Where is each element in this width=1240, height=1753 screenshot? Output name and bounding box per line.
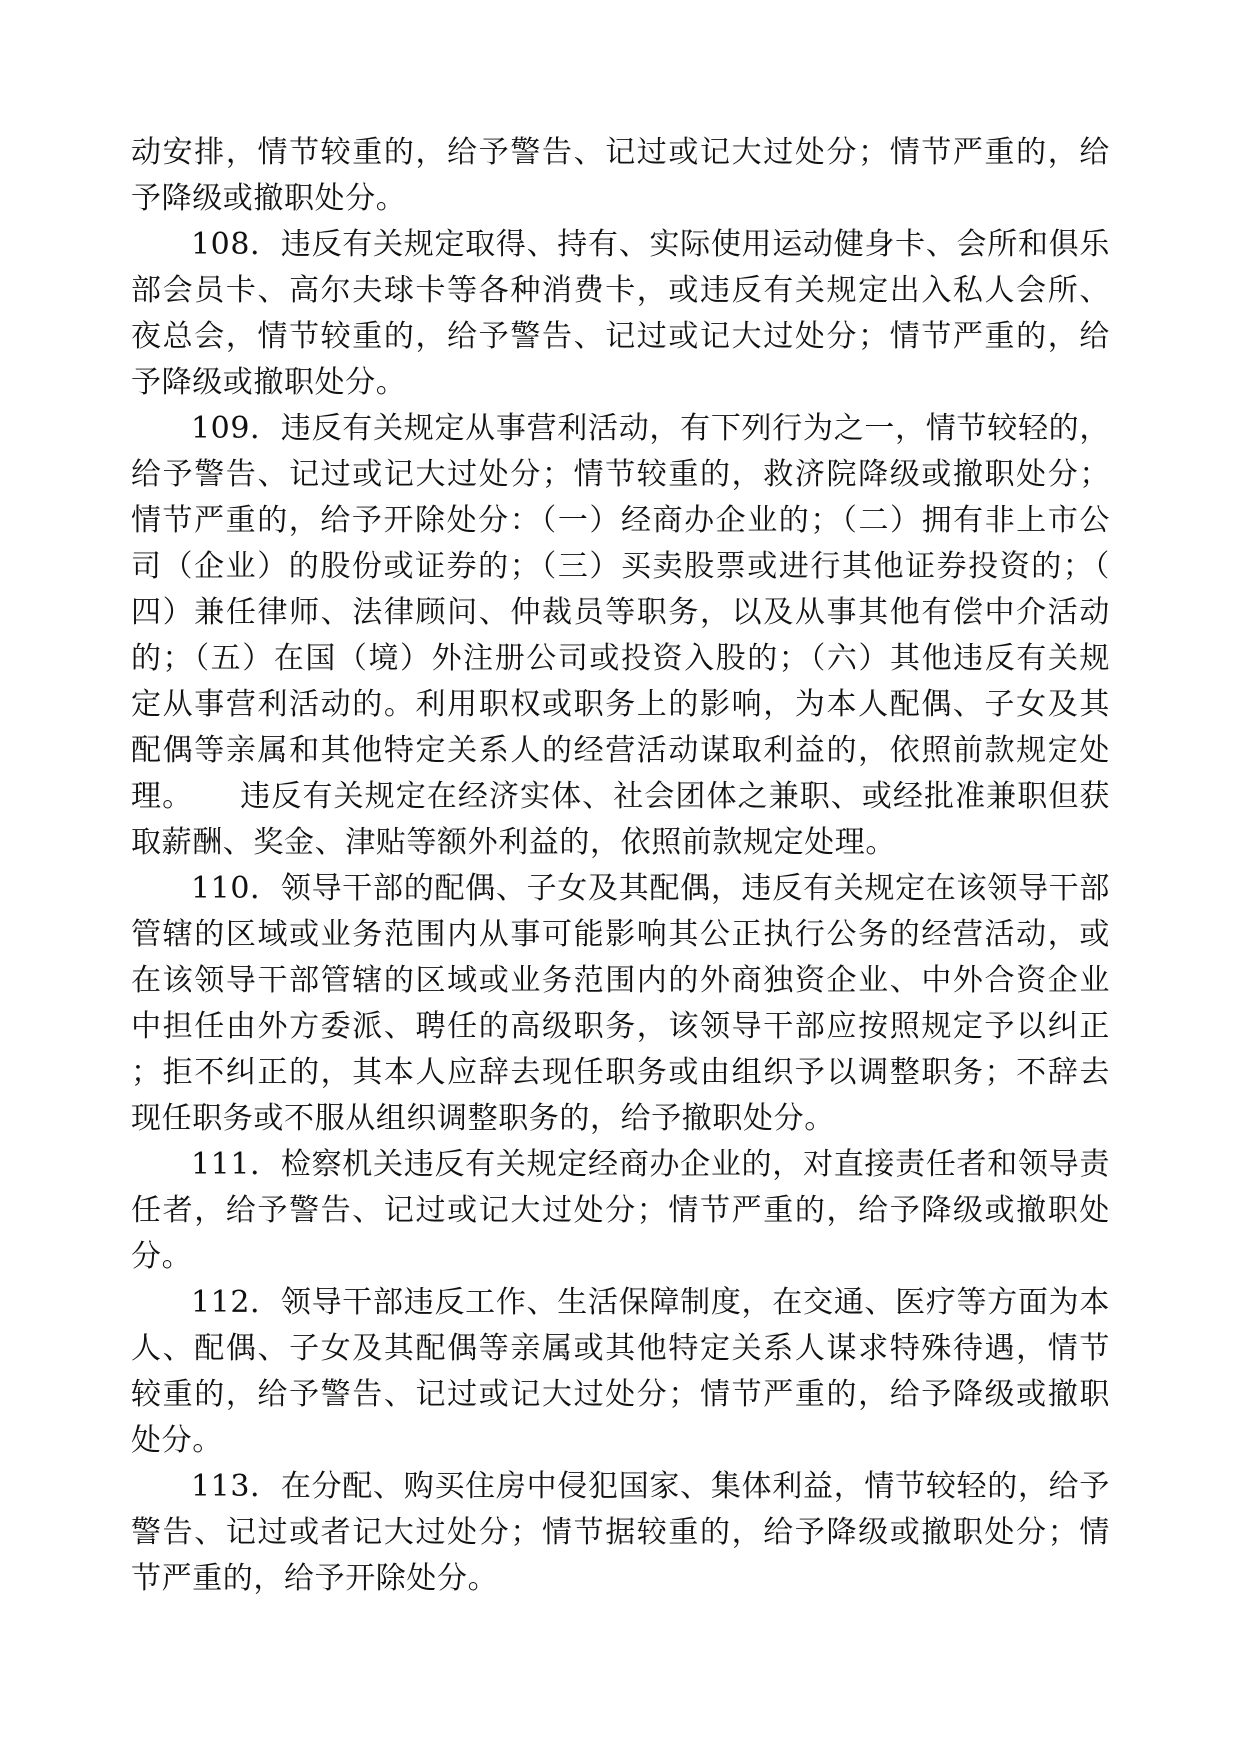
paragraph-continuation: 动安排，情节较重的，给予警告、记过或记大过处分；情节严重的，给予降级或撤职处分。 <box>131 135 1110 216</box>
paragraph-108: 108．违反有关规定取得、持有、实际使用运动健身卡、会所和俱乐部会员卡、高尔夫球卡等各种消费卡，或违反有关规定出入私人会所、夜总会，情节较重的，给予警告、记过或记大过处分；情节严重的，给予降级或撤职处分。 <box>131 227 1110 400</box>
paragraph-112: 112．领导干部违反工作、生活保障制度，在交通、医疗等方面为本人、配偶、子女及其配偶等亲属或其他特定关系人谋求特殊待遇，情节较重的，给予警告、记过或记大过处分；情节严重的，给予降级或撤职处分。 <box>131 1285 1110 1458</box>
paragraph-111: 111．检察机关违反有关规定经商办企业的，对直接责任者和领导责任者，给予警告、记过或记大过处分；情节严重的，给予降级或撤职处分。 <box>131 1147 1110 1274</box>
document-body <box>131 130 1110 1602</box>
paragraph-110: 110．领导干部的配偶、子女及其配偶，违反有关规定在该领导干部管辖的区域或业务范围内从事可能影响其公正执行公务的经营活动，或在该领导干部管辖的区域或业务范围内的外商独资企业、中外合资企业中担任由外方委派、聘任的高级职务，该领导干部应按照规定予以纠正；拒不纠正的，其本人应辞去现任职务或由组织予以调整职务；不辞去现任职务或不服从组织调整职务的，给予撤职处分。 <box>131 871 1110 1136</box>
paragraph-113: 113．在分配、购买住房中侵犯国家、集体利益，情节较轻的，给予警告、记过或者记大过处分；情节据较重的，给予降级或撤职处分；情节严重的，给予开除处分。 <box>131 1469 1110 1596</box>
paragraph-109: 109．违反有关规定从事营利活动，有下列行为之一，情节较轻的，给予警告、记过或记大过处分；情节较重的，救济院降级或撤职处分；情节严重的，给予开除处分：（一）经商办企业的；（二）拥有非上市公司（企业）的股份或证券的；（三）买卖股票或进行其他证券投资的；（四）兼任律师、法律顾问、仲裁员等职务，以及从事其他有偿中介活动的；（五）在国（境）外注册公司或投资入股的；（六）其他违反有关规定从事营利活动的。利用职权或职务上的影响，为本人配偶、子女及其配偶等亲属和其他特定关系人的经营活动谋取利益的，依照前款规定处理。 违反有关规定在经济实体、社会团体之兼职、或经批准兼职但获取薪酬、奖金、津贴等额外利益的，依照前款规定处理。 <box>131 411 1110 860</box>
